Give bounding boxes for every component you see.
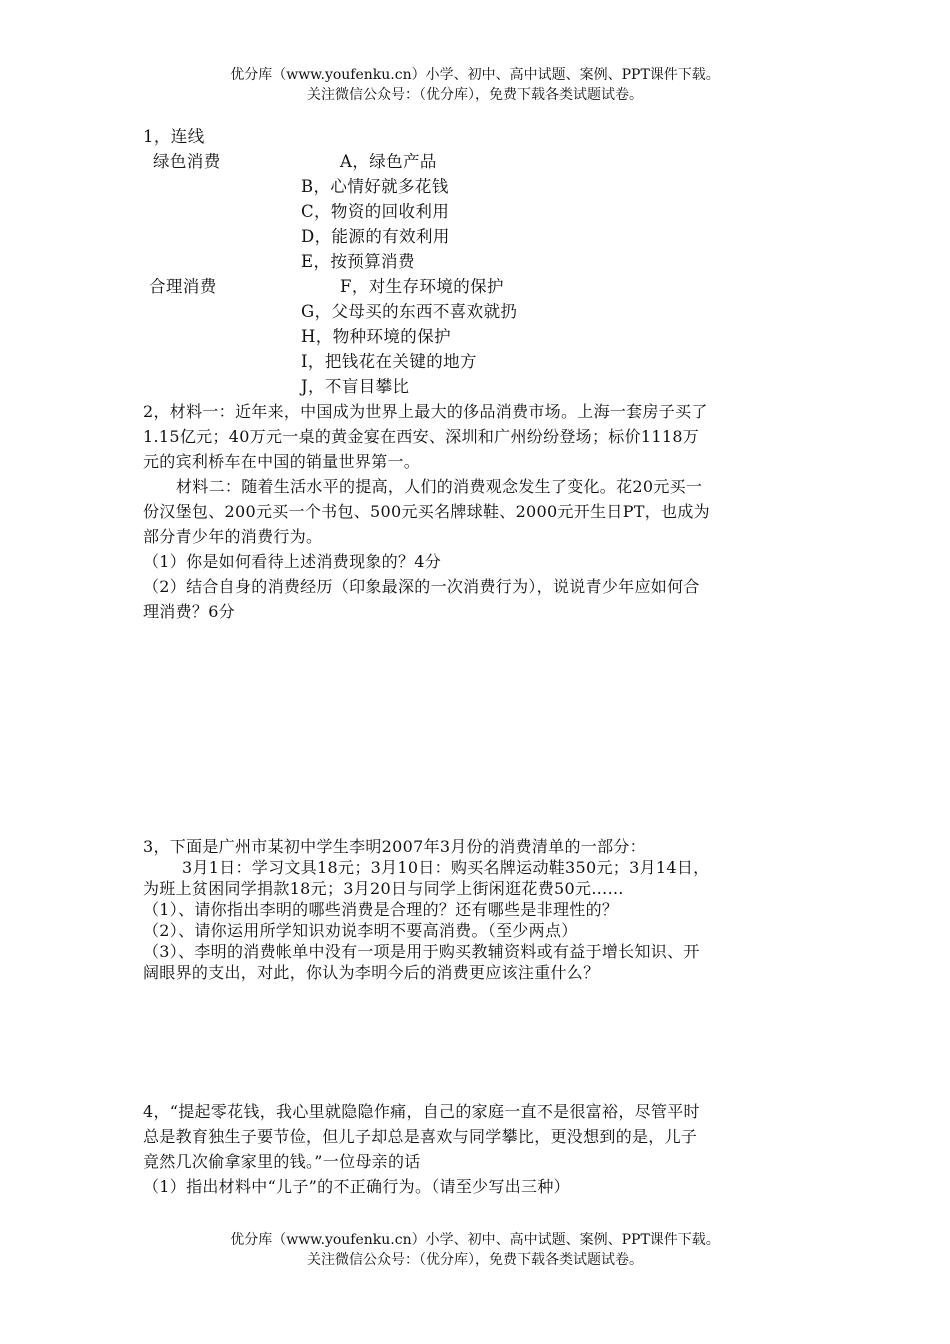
q3-question-3-cont: 阔眼界的支出，对此，你认为李明今后的消费更应该注重什么？ (143, 963, 600, 982)
q1-option-e: E，按预算消费 (301, 252, 415, 271)
q2-question-2: （2）结合自身的消费经历（印象最深的一次消费行为），说说青少年应如何合 (143, 577, 700, 596)
q3-question-2: （2）、请你运用所学知识劝说李明不要高消费。（至少两点） (143, 921, 578, 940)
q2-line-3: 元的宾利桥车在中国的销量世界第一。 (143, 452, 421, 471)
q1-option-h: H，物种环境的保护 (301, 327, 451, 346)
q1-option-j: J，不盲目攀比 (301, 377, 410, 396)
q1-left-green: 绿色消费 (153, 152, 221, 171)
q2-line-1: 2，材料一：近年来，中国成为世界上最大的侈品消费市场。上海一套房子买了 (143, 402, 708, 421)
q4-line-2: 总是教育独生子要节俭，但儿子却总是喜欢与同学攀比，更没想到的是，儿子 (143, 1127, 698, 1146)
footer-line-1: 优分库（www.youfenku.cn）小学、初中、高中试题、案例、PPT课件下载。 (230, 1232, 720, 1248)
q2-question-1: （1）你是如何看待上述消费现象的？4分 (143, 552, 442, 571)
q3-question-3: （3）、李明的消费帐单中没有一项是用于购买教辅资料或有益于增长知识、开 (143, 942, 700, 961)
q3-line-2: 3月1日：学习文具18元；3月10日：购买名牌运动鞋350元；3月14日， (182, 858, 710, 877)
q1-left-reasonable: 合理消费 (149, 277, 217, 296)
q1-option-c: C，物资的回收利用 (301, 202, 450, 221)
q1-option-g: G，父母买的东西不喜欢就扔 (301, 302, 518, 321)
q1-option-a: A，绿色产品 (340, 152, 437, 171)
q4-line-3: 竟然几次偷拿家里的钱。”一位母亲的话 (143, 1152, 421, 1171)
q2-line-4: 材料二：随着生活水平的提高，人们的消费观念发生了变化。花20元买一 (176, 477, 703, 496)
header-line-2: 关注微信公众号：（优分库），免费下载各类试题试卷。 (307, 87, 643, 103)
q4-question-1: （1）指出材料中“儿子”的不正确行为。（请至少写出三种） (143, 1177, 570, 1196)
q1-option-i: I，把钱花在关键的地方 (301, 352, 477, 371)
q4-line-1: 4，“提起零花钱，我心里就隐隐作痛，自己的家庭一直不是很富裕，尽管平时 (143, 1102, 700, 1121)
footer-line-2: 关注微信公众号：（优分库），免费下载各类试题试卷。 (307, 1252, 643, 1268)
q1-option-f: F，对生存环境的保护 (340, 277, 504, 296)
q2-line-2: 1.15亿元；40万元一桌的黄金宴在西安、深圳和广州纷纷登场；标价1118万 (143, 427, 700, 446)
q3-line-3: 为班上贫困同学捐款18元；3月20日与同学上街闲逛花费50元…… (143, 879, 624, 898)
q2-line-5: 份汉堡包、200元买一个书包、500元买名牌球鞋、2000元开生日PT，也成为 (143, 502, 710, 521)
header-line-1: 优分库（www.youfenku.cn）小学、初中、高中试题、案例、PPT课件下载。 (230, 67, 720, 83)
q1-option-b: B，心情好就多花钱 (301, 177, 449, 196)
q1-option-d: D，能源的有效利用 (301, 227, 450, 246)
q3-question-1: （1）、请你指出李明的哪些消费是合理的？还有哪些是非理性的？ (143, 900, 619, 919)
q2-question-2-cont: 理消费？6分 (143, 602, 235, 621)
q1-title: 1，连线 (143, 127, 205, 146)
q3-line-1: 3，下面是广州市某初中学生李明2007年3月份的消费清单的一部分： (143, 837, 646, 856)
q2-line-6: 部分青少年的消费行为。 (143, 527, 323, 546)
